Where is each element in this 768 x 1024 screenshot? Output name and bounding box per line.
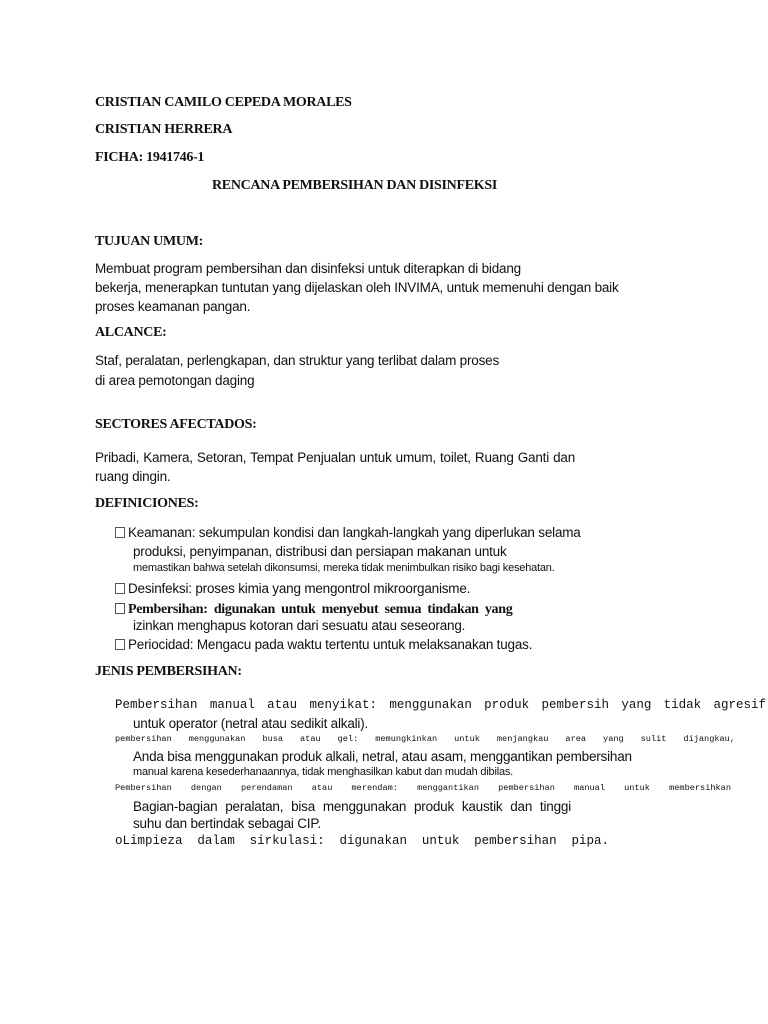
definition-keamanan-line-2: produksi, penyimpanan, distribusi dan persiapan makanan untuk <box>133 544 507 559</box>
jenis-heading: JENIS PEMBERSIHAN: <box>95 664 242 679</box>
alcance-line-2: di area pemotongan daging <box>95 373 255 388</box>
sectores-line-1: Pribadi, Kamera, Setoran, Tempat Penjualan untuk umum, toilet, Ruang Ganti dan <box>95 450 575 465</box>
alcance-line-1: Staf, peralatan, perlengkapan, dan struktur yang terlibat dalam proses <box>95 353 499 368</box>
author-name-2: CRISTIAN HERRERA <box>95 122 233 137</box>
definition-keamanan-line-3: memastikan bahwa setelah dikonsumsi, mereka tidak menimbulkan risiko bagi kesehatan. <box>133 562 555 574</box>
document-title: RENCANA PEMBERSIHAN DAN DISINFEKSI <box>212 178 498 193</box>
tujuan-line-3: proses keamanan pangan. <box>95 299 251 314</box>
missing-glyph-bullet-icon <box>115 603 125 614</box>
missing-glyph-bullet-icon <box>115 583 125 594</box>
definition-desinfeksi <box>115 581 470 596</box>
missing-glyph-bullet-icon <box>115 639 125 650</box>
definition-keamanan-line-1: Keamanan: sekumpulan kondisi dan langkah-langkah yang diperlukan selama <box>128 525 581 540</box>
ficha-number: FICHA: 1941746-1 <box>95 150 205 165</box>
definition-pembersihan <box>115 600 512 618</box>
jenis-rendam-line-3: suhu dan bertindak sebagai CIP. <box>133 816 321 831</box>
jenis-busa-line-1: pembersihan menggunakan busa atau gel: memungkinkan untuk menjangkau area yang sulit dijangkau, <box>115 734 735 744</box>
definition-keamanan <box>115 525 581 540</box>
jenis-rendam-line-1: Pembersihan dengan perendaman atau merendam: menggantikan pembersihan manual untuk membersihkan <box>115 783 731 793</box>
definition-pembersihan-line-2: izinkan menghapus kotoran dari sesuatu atau seseorang. <box>133 618 466 633</box>
definition-periocidad <box>115 637 532 652</box>
jenis-sirkulasi: oLimpieza dalam sirkulasi: digunakan untuk pembersihan pipa. <box>115 834 609 848</box>
jenis-busa-line-3: manual karena kesederhanaannya, tidak menghasilkan kabut dan mudah dibilas. <box>133 766 514 778</box>
sectores-heading: SECTORES AFECTADOS: <box>95 417 257 432</box>
tujuan-line-2: bekerja, menerapkan tuntutan yang dijelaskan oleh INVIMA, untuk memenuhi dengan baik <box>95 280 619 295</box>
definition-desinfeksi-text: Desinfeksi: proses kimia yang mengontrol mikroorganisme. <box>128 581 471 596</box>
tujuan-heading: TUJUAN UMUM: <box>95 234 203 249</box>
alcance-heading: ALCANCE: <box>95 325 167 340</box>
definiciones-heading: DEFINICIONES: <box>95 496 199 511</box>
tujuan-line-1: Membuat program pembersihan dan disinfeksi untuk diterapkan di bidang <box>95 261 521 276</box>
missing-glyph-bullet-icon <box>115 527 125 538</box>
author-name-1: CRISTIAN CAMILO CEPEDA MORALES <box>95 95 352 110</box>
jenis-busa-line-2: Anda bisa menggunakan produk alkali, netral, atau asam, menggantikan pembersihan <box>133 749 632 764</box>
jenis-manual-line-2: untuk operator (netral atau sedikit alkali). <box>133 716 369 731</box>
jenis-manual-line-1: Pembersihan manual atau menyikat: menggunakan produk pembersih yang tidak agresif <box>115 698 766 712</box>
sectores-line-2: ruang dingin. <box>95 469 171 484</box>
definition-periocidad-text: Periocidad: Mengacu pada waktu tertentu untuk melaksanakan tugas. <box>128 637 533 652</box>
jenis-rendam-line-2: Bagian-bagian peralatan, bisa menggunakan produk kaustik dan tinggi <box>133 799 571 814</box>
definition-pembersihan-line-1: Pembersihan: digunakan untuk menyebut semua tindakan yang <box>128 602 513 617</box>
